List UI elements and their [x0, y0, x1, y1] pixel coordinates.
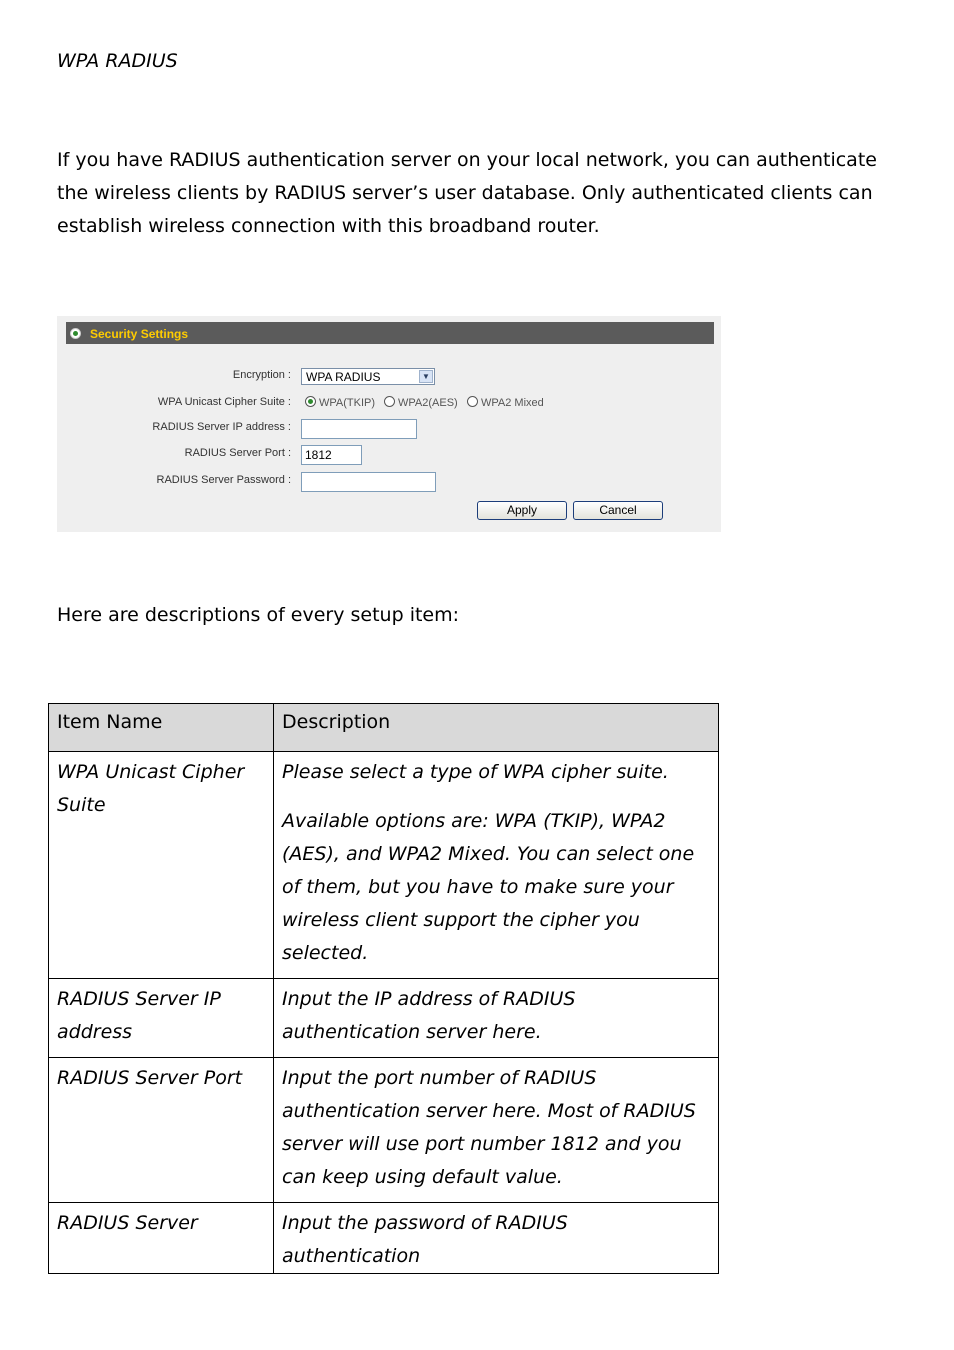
security-settings-screenshot — [57, 316, 721, 532]
description-table — [48, 703, 719, 1274]
item-name-cell: RADIUS Server Port — [49, 1058, 274, 1203]
cipher-option-aes[interactable]: WPA2(AES) — [384, 396, 458, 409]
table-row — [49, 1058, 719, 1203]
description-cell: Input the password of RADIUS authentication — [274, 1203, 719, 1274]
port-input[interactable]: 1812 — [301, 445, 362, 465]
cipher-label: WPA Unicast Cipher Suite : — [157, 396, 291, 408]
password-input[interactable] — [301, 472, 436, 492]
section-heading: WPA RADIUS — [57, 50, 178, 72]
radio-selected-icon[interactable] — [305, 396, 316, 407]
radio-icon[interactable] — [467, 396, 478, 407]
apply-button[interactable]: Apply — [477, 501, 567, 520]
item-name-cell: WPA Unicast Cipher Suite — [49, 752, 274, 979]
password-row — [57, 472, 721, 492]
cipher-option-mixed[interactable]: WPA2 Mixed — [467, 396, 544, 409]
cancel-button[interactable]: Cancel — [573, 501, 663, 520]
description-cell: Input the IP address of RADIUS authentication server here. — [274, 979, 719, 1058]
chevron-down-icon[interactable]: ▼ — [419, 370, 433, 383]
ip-row — [57, 419, 721, 439]
cipher-row — [57, 394, 721, 414]
radio-icon[interactable] — [384, 396, 395, 407]
encryption-row — [57, 367, 721, 387]
port-row — [57, 445, 721, 465]
table-header-row — [49, 704, 719, 752]
bullet-icon — [70, 328, 81, 339]
table-row — [49, 979, 719, 1058]
cipher-option-tkip[interactable]: WPA(TKIP) — [305, 396, 375, 409]
header-description: Description — [274, 704, 719, 752]
intro-paragraph: If you have RADIUS authentication server on your local network, you can authenticate the wireless clients by RADIUS server’s user database. Only authenticated clients can establish wireless connection with this broadband router. — [57, 149, 877, 237]
description-cell: Input the port number of RADIUS authentication server here. Most of RADIUS server will use port number 1812 and you can keep using default value. — [274, 1058, 719, 1203]
ip-address-input[interactable] — [301, 419, 417, 439]
port-label: RADIUS Server Port : — [184, 447, 291, 459]
table-row — [49, 1203, 719, 1274]
description-cell: Please select a type of WPA cipher suite. Available options are: WPA (TKIP), WPA2 (AES), and WPA2 Mixed. You can select one of them, but you have to make sure your wireless client support the cipher you selected. — [274, 752, 719, 979]
encryption-label: Encryption : — [232, 369, 291, 381]
encryption-value: WPA RADIUS — [306, 370, 381, 384]
panel-title: Security Settings — [90, 327, 189, 341]
header-item-name: Item Name — [49, 704, 274, 752]
item-name-cell: RADIUS Server IP address — [49, 979, 274, 1058]
item-name-cell: RADIUS Server — [49, 1203, 274, 1274]
password-label: RADIUS Server Password : — [156, 474, 291, 486]
panel-title-bar — [66, 322, 714, 344]
table-row — [49, 752, 719, 979]
ip-label: RADIUS Server IP address : — [152, 421, 291, 433]
encryption-select[interactable] — [301, 368, 435, 385]
description-intro: Here are descriptions of every setup item: — [57, 604, 460, 626]
